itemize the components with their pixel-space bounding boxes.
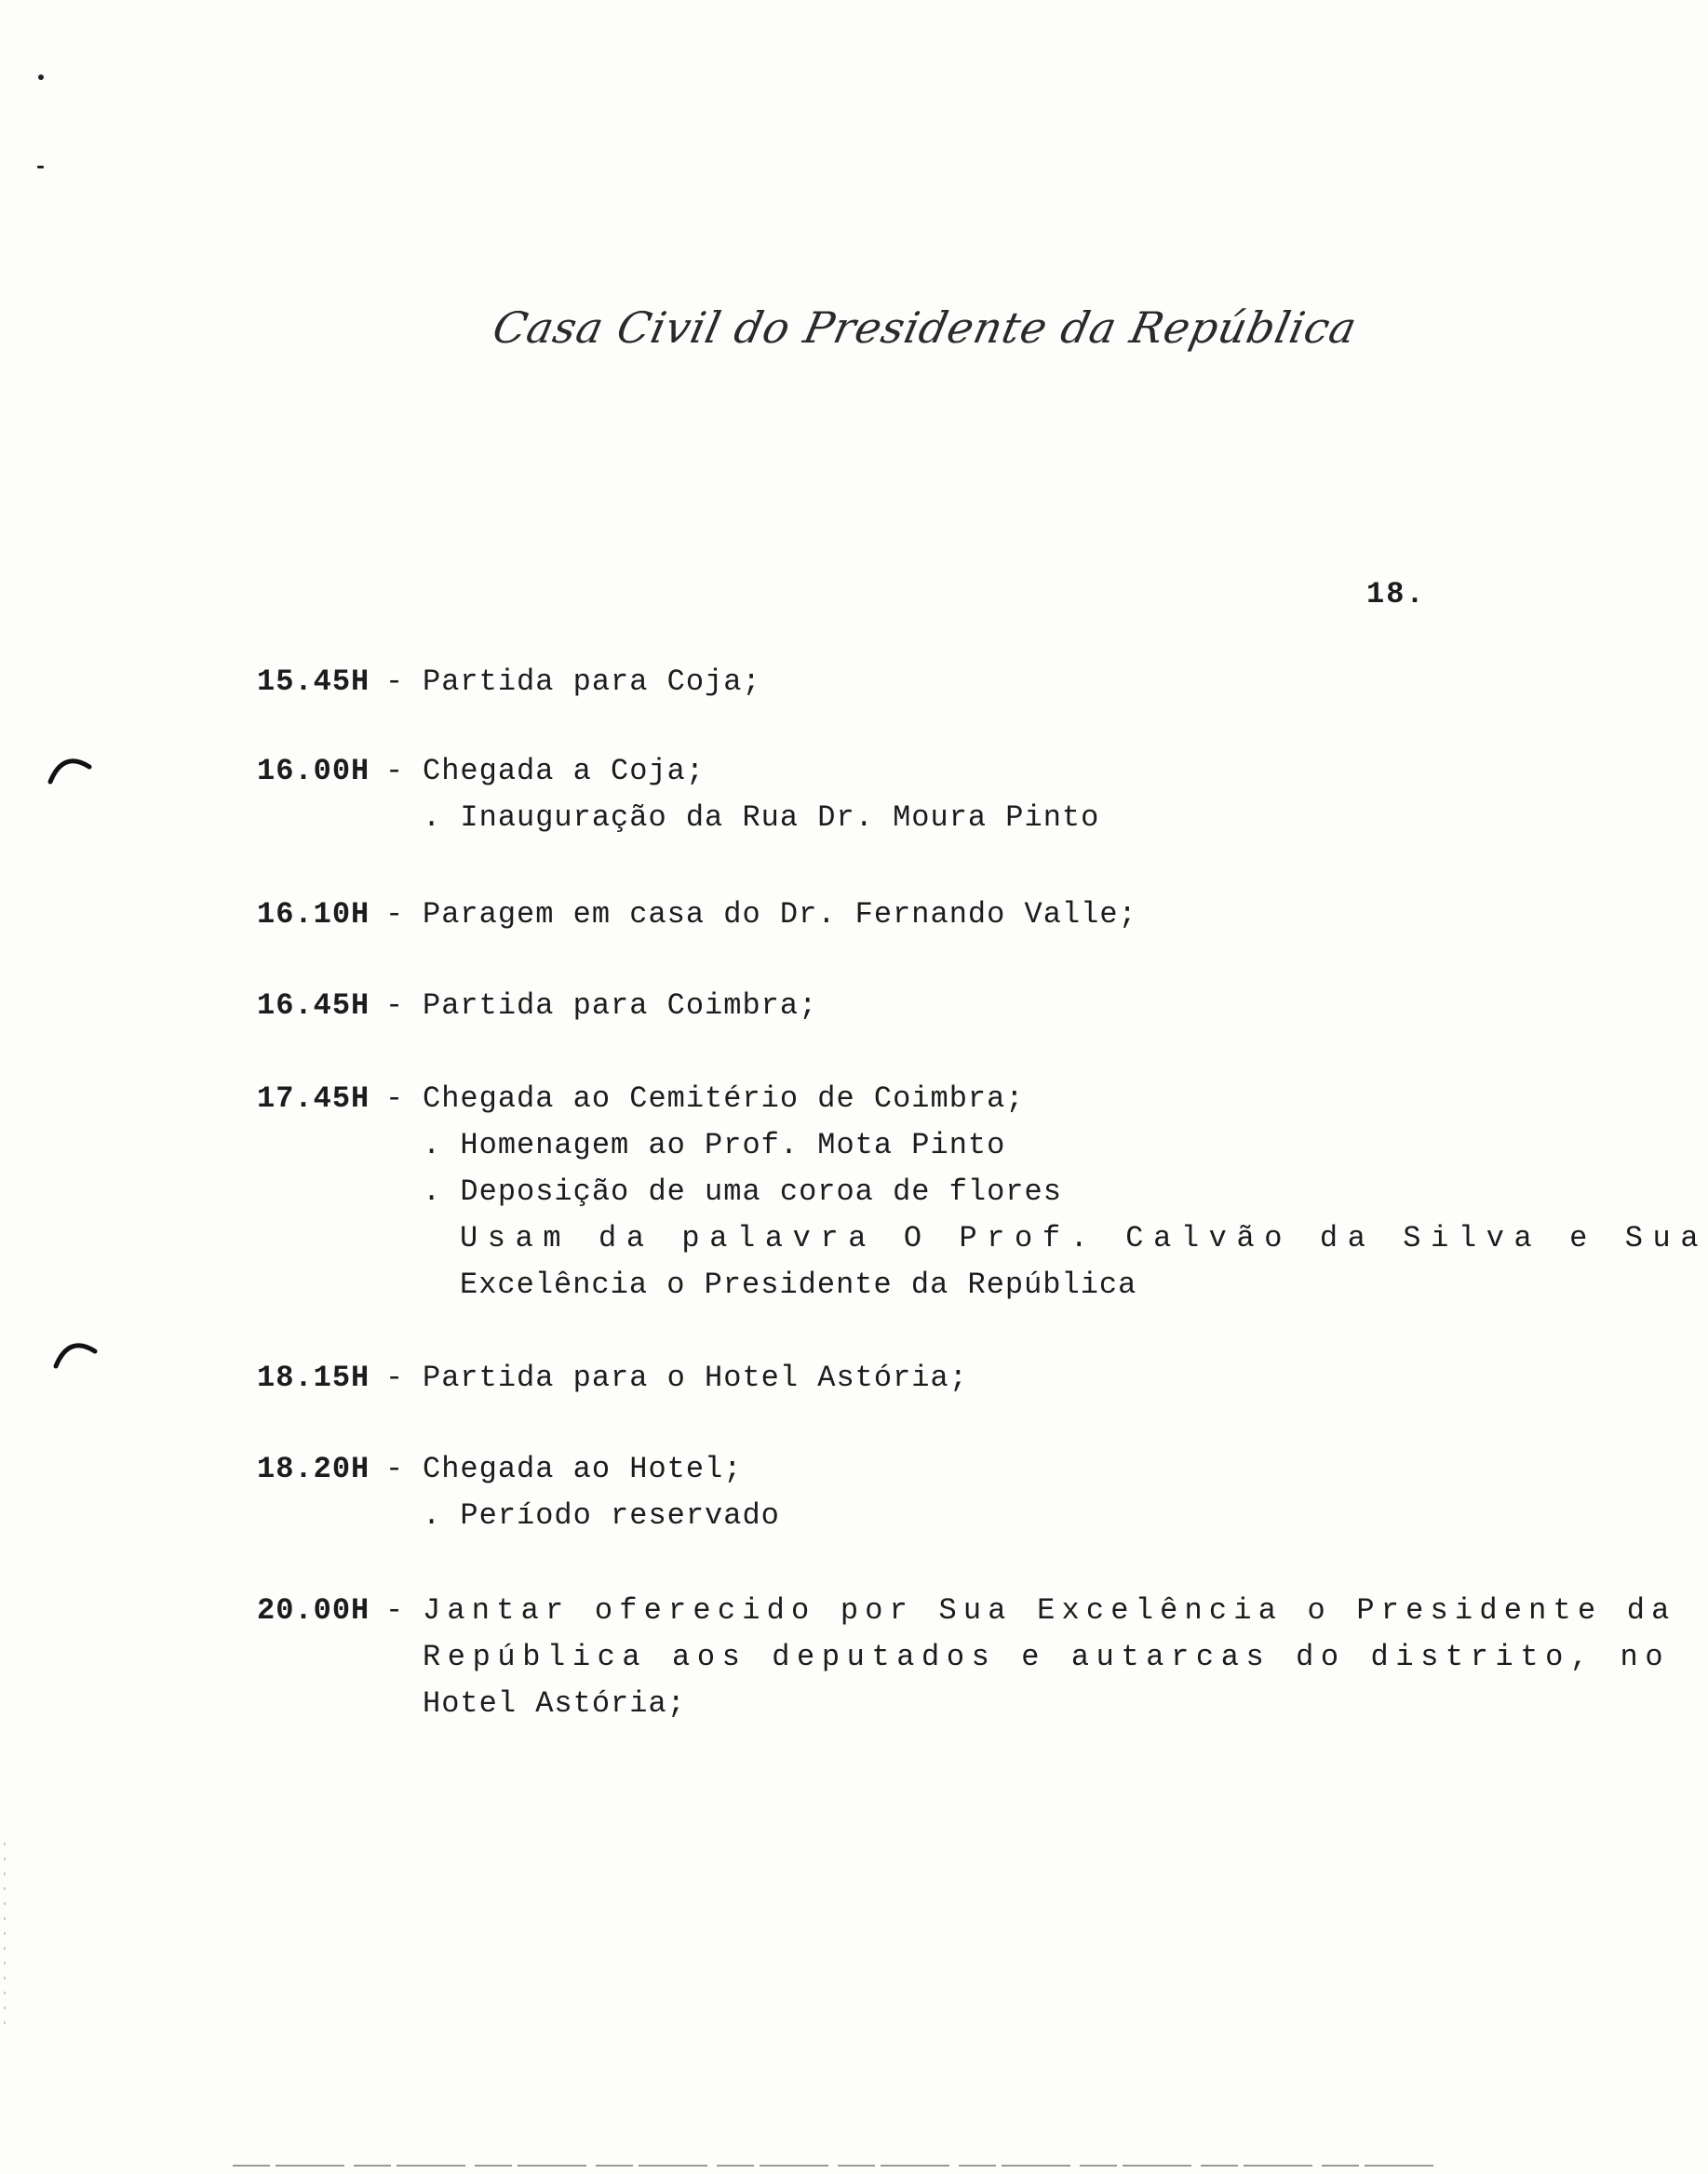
page-number: 18. [1366, 577, 1426, 611]
scan-bottom-edge [233, 2165, 1433, 2167]
entry-dash: - [385, 1452, 404, 1486]
entry-time: 17.45H [257, 1081, 370, 1116]
entry-time: 16.00H [257, 754, 370, 788]
entry-bullet-line: . Período reservado [423, 1498, 780, 1533]
entry-time: 18.15H [257, 1361, 370, 1395]
entry-dash: - [385, 1593, 404, 1628]
entry-line: Chegada a Coja; [423, 754, 706, 788]
entry-time: 20.00H [257, 1593, 370, 1628]
scan-speck [37, 166, 44, 168]
entry-continuation-line: Excelência o Presidente da República [460, 1268, 1137, 1302]
entry-dash: - [385, 754, 404, 788]
entry-dash: - [385, 897, 404, 932]
entry-line: Chegada ao Cemitério de Coimbra; [423, 1081, 1025, 1116]
entry-line: Partida para Coja; [423, 664, 761, 699]
punch-hole-mark [47, 748, 101, 785]
scan-speck [38, 74, 44, 80]
entry-dash: - [385, 988, 404, 1023]
entry-continuation-line: Hotel Astória; [423, 1686, 686, 1721]
entry-line: Partida para Coimbra; [423, 988, 818, 1023]
punch-hole-mark [52, 1333, 106, 1370]
scan-edge-marks [4, 1843, 6, 2029]
entry-time: 18.20H [257, 1452, 370, 1486]
letterhead-script: Casa Civil do Presidente da República [488, 302, 1362, 353]
entry-continuation-line: Usam da palavra O Prof. Calvão da Silva e Sua [460, 1221, 1708, 1255]
entry-time: 15.45H [257, 664, 370, 699]
entry-bullet-line: . Homenagem ao Prof. Mota Pinto [423, 1128, 1006, 1162]
entry-line: Paragem em casa do Dr. Fernando Valle; [423, 897, 1137, 932]
entry-bullet-line: . Deposição de uma coroa de flores [423, 1174, 1062, 1209]
entry-continuation-line: República aos deputados e autarcas do distrito, no [423, 1640, 1671, 1674]
entry-time: 16.10H [257, 897, 370, 932]
entry-line: Chegada ao Hotel; [423, 1452, 743, 1486]
entry-bullet-line: . Inauguração da Rua Dr. Moura Pinto [423, 800, 1100, 835]
entry-dash: - [385, 664, 404, 699]
entry-dash: - [385, 1081, 404, 1116]
entry-line: Jantar oferecido por Sua Excelência o Presidente da [423, 1593, 1676, 1628]
entry-dash: - [385, 1361, 404, 1395]
entry-line: Partida para o Hotel Astória; [423, 1361, 968, 1395]
entry-time: 16.45H [257, 988, 370, 1023]
